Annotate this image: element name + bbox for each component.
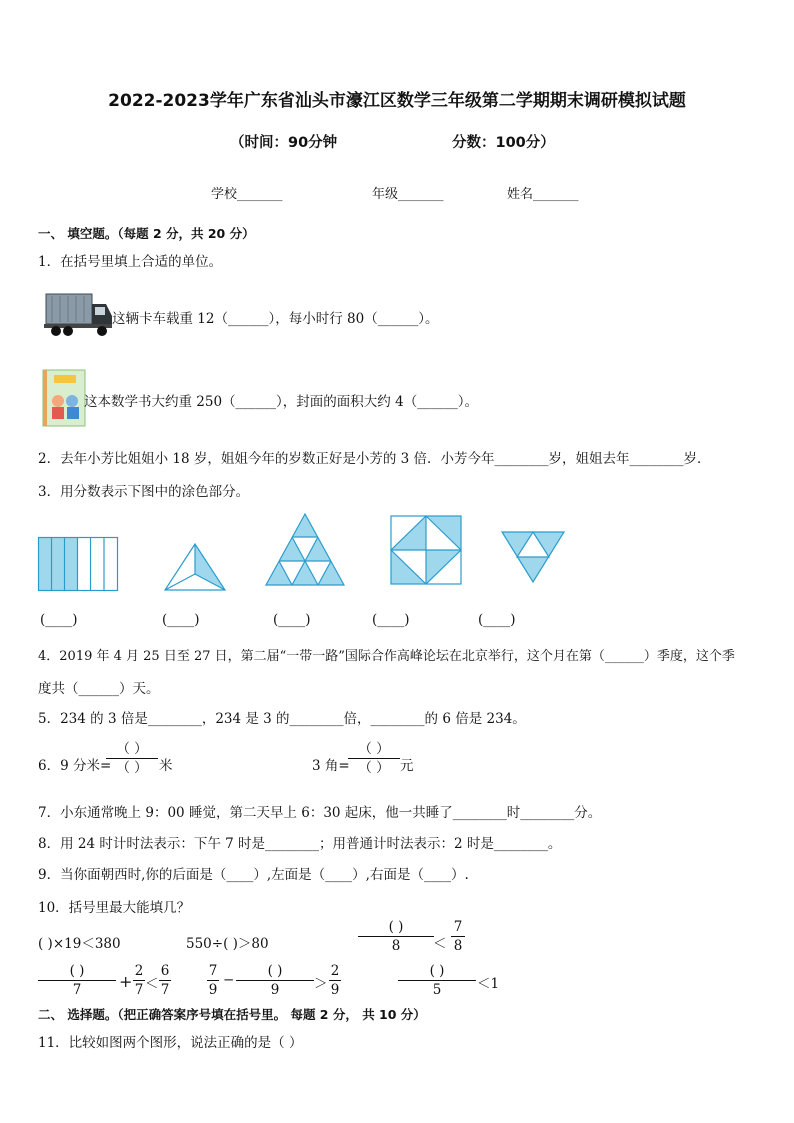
q10-row2-a-plus: +	[119, 972, 133, 991]
fraction-denominator: （ ）	[116, 760, 148, 776]
question-4-line-2: 度共（______）天。	[38, 681, 160, 697]
fraction-denominator: 7	[134, 982, 144, 998]
fraction-numerator: 7	[208, 963, 218, 979]
math-book-icon	[42, 369, 86, 427]
fraction-numerator: ( )	[388, 919, 404, 935]
question-11: 11．比较如图两个图形，说法正确的是（ ）	[38, 1035, 303, 1051]
fraction-denominator: 9	[270, 982, 280, 998]
fraction-numerator: （ ）	[116, 741, 148, 757]
q10-item-c-right-fraction	[451, 918, 465, 955]
fraction-denominator: 9	[208, 982, 218, 998]
figure-1-answer[interactable]: (____)	[40, 612, 78, 628]
figure-square-diamond	[390, 515, 462, 585]
q10-row2-c-less-than-one: ＜1	[477, 976, 500, 992]
question-7: 7．小东通常晚上 9：00 睡觉，第二天早上 6：30 起床，他一共睡了________时________分。	[38, 805, 602, 821]
q10-row2-c-fraction[interactable]	[398, 962, 476, 999]
q10-item-c-fraction[interactable]	[358, 918, 434, 955]
q10-row2-a-fraction-3	[159, 962, 171, 999]
truck-icon	[44, 292, 114, 338]
figure-3-answer[interactable]: (____)	[273, 612, 311, 628]
question-6-right-prefix: 3 角=	[312, 758, 350, 774]
figure-2-answer[interactable]: (____)	[162, 612, 200, 628]
question-1a: 这辆卡车载重 12（______），每小时行 80（______）。	[112, 311, 439, 327]
name-field[interactable]: 姓名_______	[507, 187, 579, 202]
fraction-denominator: 5	[432, 982, 442, 998]
question-6-left-fraction[interactable]	[106, 740, 158, 777]
question-6-left-unit: 米	[159, 758, 173, 774]
question-1b: 这本数学书大约重 250（______），封面的面积大约 4（______）。	[84, 394, 478, 410]
q10-row2-a-fraction-2	[133, 962, 145, 999]
question-6-right-unit: 元	[400, 758, 414, 774]
fraction-numerator: ( )	[429, 963, 445, 979]
section-2-heading: 二、 选择题。（把正确答案序号填在括号里。 每题 2 分， 共 10 分）	[38, 1007, 426, 1022]
q10-item-c-operator: ＜	[433, 936, 447, 952]
time-label: （时间：90分钟	[230, 135, 338, 151]
q10-item-a[interactable]: ( )×19＜380	[38, 936, 121, 952]
fraction-denominator: （ ）	[358, 760, 390, 776]
fraction-numerator: 6	[160, 963, 170, 979]
question-1: 1．在括号里填上合适的单位。	[38, 254, 223, 270]
q10-row2-b-greater-than: ＞	[314, 976, 328, 992]
school-field[interactable]: 学校_______	[211, 187, 283, 202]
figure-5-answer[interactable]: (____)	[478, 612, 516, 628]
fraction-numerator: 2	[134, 963, 144, 979]
fraction-numerator: （ ）	[358, 741, 390, 757]
q10-row2-b-fraction[interactable]	[236, 962, 314, 999]
figure-triangle-center	[163, 542, 227, 592]
q10-row2-b-fraction-1	[207, 962, 219, 999]
question-8: 8．用 24 时计时法表示：下午 7 时是________；用普通计时法表示：2 时是________。	[38, 836, 562, 852]
grade-field[interactable]: 年级_______	[372, 187, 444, 202]
question-3: 3．用分数表示下图中的涂色部分。	[38, 484, 250, 500]
page-title: 2022-2023学年广东省汕头市濠江区数学三年级第二学期期末调研模拟试题	[108, 91, 686, 111]
fraction-numerator: ( )	[267, 963, 283, 979]
q10-row2-a-fraction[interactable]	[38, 962, 116, 999]
fraction-numerator: ( )	[69, 963, 85, 979]
question-10: 10．括号里最大能填几？	[38, 900, 191, 916]
figure-rect-strips	[38, 537, 118, 591]
question-6-left-prefix: 6．9 分米=	[38, 758, 112, 774]
fraction-denominator: 8	[391, 938, 401, 954]
question-6-right-fraction[interactable]	[348, 740, 400, 777]
figure-4-answer[interactable]: (____)	[372, 612, 410, 628]
fraction-denominator: 9	[330, 982, 340, 998]
fraction-numerator: 7	[453, 919, 463, 935]
question-9: 9．当你面朝西时,你的后面是（____）,左面是（____）,右面是（____）.	[38, 867, 469, 883]
fraction-denominator: 7	[72, 982, 82, 998]
q10-row2-b-fraction-3	[329, 962, 341, 999]
q10-row2-a-less-than: ＜	[145, 976, 159, 992]
fraction-denominator: 8	[453, 938, 463, 954]
q10-item-b[interactable]: 550÷( )＞80	[186, 936, 269, 952]
figure-inverted-triangle	[500, 530, 566, 584]
q10-row2-b-minus: −	[223, 972, 235, 988]
score-label: 分数：100分）	[452, 135, 555, 151]
figure-triangle-nine	[264, 513, 346, 587]
fraction-denominator: 7	[160, 982, 170, 998]
question-5: 5．234 的 3 倍是________，234 是 3 的________倍，________的 6 倍是 234。	[38, 711, 526, 727]
question-4-line-1: 4．2019 年 4 月 25 日至 27 日，第二届“一带一路”国际合作高峰论坛在北京举行，这个月在第（______）季度，这个季	[38, 649, 735, 664]
section-1-heading: 一、 填空题。（每题 2 分，共 20 分）	[38, 226, 255, 241]
question-2: 2．去年小芳比姐姐小 18 岁，姐姐今年的岁数正好是小芳的 3 倍．小芳今年________岁，姐姐去年________岁．	[38, 451, 711, 467]
fraction-numerator: 2	[330, 963, 340, 979]
